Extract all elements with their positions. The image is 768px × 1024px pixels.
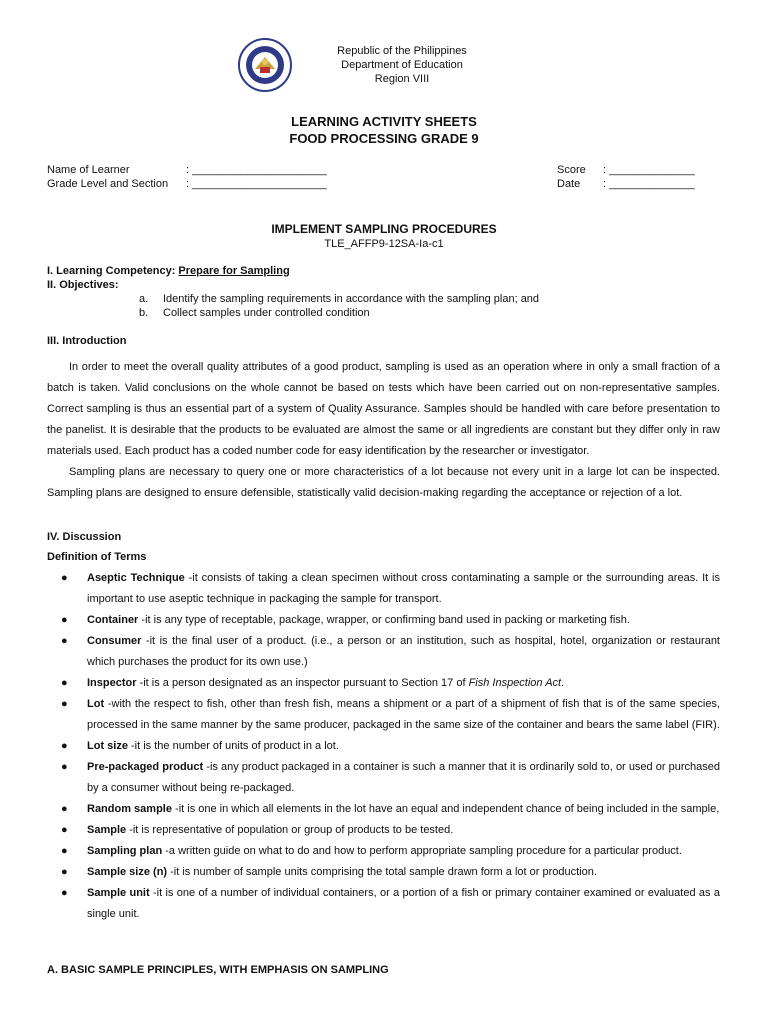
- objective-b-text: Collect samples under controlled condition: [163, 307, 370, 319]
- list-item: ● Lot size -it is the number of units of product in a lot.: [47, 736, 720, 757]
- header-republic: Republic of the Philippines: [337, 45, 467, 57]
- list-item: ● Inspector -it is a person designated as an inspector pursuant to Section 17 of Fish Inspection Act.: [47, 673, 720, 694]
- date-field: : ______________: [603, 178, 695, 190]
- list-item: ● Pre-packaged product -is any product packaged in a container is such a manner that it is ordinarily sold to, or used or purchased by a consumer without being re-packaged.: [47, 757, 720, 799]
- title-line2: FOOD PROCESSING GRADE 9: [289, 131, 479, 146]
- bullet: ●: [61, 614, 68, 626]
- introduction-label: III. Introduction: [47, 335, 127, 347]
- section-a-heading: A. BASIC SAMPLE PRINCIPLES, WITH EMPHASIS ON SAMPLING: [47, 964, 389, 976]
- lesson-code: TLE_AFFP9-12SA-Ia-c1: [324, 238, 444, 250]
- introduction-paragraph-1: In order to meet the overall quality attributes of a good product, sampling is used as an operation where in only a small fraction of a batch is taken. Valid conclusions on the whole cannot be based on tests which have been carried out on non-representative samples. Correct sampling is thus an essential part of a system of Quality Assurance. Samples should be handled with care before presentation to the panelist. It is desirable that the products to be evaluated are almost the same or all ingredients are constant but they differ only in raw materials used. Each product has a coded number code for easy identification by the researcher or investigator.: [47, 361, 720, 457]
- objective-a-letter: a.: [139, 293, 149, 305]
- name-field: : ______________________: [186, 164, 327, 176]
- bullet: ●: [61, 677, 68, 689]
- bullet: ●: [61, 845, 68, 857]
- introduction-paragraph-2: Sampling plans are necessary to query one or more characteristics of a lot because not every unit in a large lot can be inspected. Sampling plans are designed to ensure defensible, statistically valid decision-making regarding the acceptance or rejection of a lot.: [47, 466, 720, 499]
- grade-label: Grade Level and Section: [47, 178, 169, 190]
- bullet: ●: [61, 866, 68, 878]
- bullet: ●: [61, 824, 68, 836]
- competency-value: Prepare for Sampling: [178, 265, 290, 277]
- objective-a-text: Identify the sampling requirements in accordance with the sampling plan; and: [163, 293, 540, 305]
- lesson-title: IMPLEMENT SAMPLING PROCEDURES: [271, 222, 497, 236]
- bullet: ●: [61, 803, 68, 815]
- competency-label: I. Learning Competency:: [47, 265, 179, 277]
- header-region: Region VIII: [374, 73, 430, 85]
- list-item: ● Sample size (n) -it is number of sample units comprising the total sample drawn form a lot or production.: [47, 862, 720, 883]
- definition-subheading: Definition of Terms: [47, 551, 147, 563]
- bullet: ●: [61, 740, 68, 752]
- list-item: ● Lot -with the respect to fish, other than fresh fish, means a shipment or a part of a shipment of fish that is of the same species, processed in the same manner by the same producer, packaged in the same size of the container and bears the same label (FIR).: [47, 694, 720, 736]
- score-label: Score: [557, 164, 586, 176]
- list-item: ● Sampling plan -a written guide on what to do and how to perform appropriate sampling procedure for a particular product.: [47, 841, 720, 862]
- bullet: ●: [61, 572, 68, 584]
- title-line1: LEARNING ACTIVITY SHEETS: [291, 114, 477, 129]
- objective-b-letter: b.: [139, 307, 149, 319]
- list-item: ● Sample -it is representative of population or group of products to be tested.: [47, 820, 720, 841]
- list-item: ● Container -it is any type of receptable, package, wrapper, or confirming band used in packing or marketing fish.: [47, 610, 720, 631]
- definition-list: [47, 568, 720, 925]
- bullet: ●: [61, 635, 68, 647]
- header-department: Department of Education: [341, 59, 463, 71]
- score-field: : ______________: [603, 164, 695, 176]
- list-item: ● Consumer -it is the final user of a product. (i.e., a person or an institution, such as hospital, hotel, organization or restaurant which purchases the product for its own use.): [47, 631, 720, 673]
- list-item: ● Random sample -it is one in which all elements in the lot have an equal and independent chance of being included in the sample,: [47, 799, 720, 820]
- competency: [47, 264, 290, 278]
- discussion-label: IV. Discussion: [47, 531, 122, 543]
- bullet: ●: [61, 698, 68, 710]
- bullet: ●: [61, 761, 68, 773]
- date-label: Date: [557, 178, 581, 190]
- list-item: ● Aseptic Technique -it consists of taking a clean specimen without cross contaminating a sample or the surrounding areas. It is important to use aseptic technique in packaging the sample for transport.: [47, 568, 720, 610]
- list-item: ● Sample unit -it is one of a number of individual containers, or a portion of a fish or primary container examined or evaluated as a single unit.: [47, 883, 720, 925]
- bullet: ●: [61, 887, 68, 899]
- objectives-label: II. Objectives:: [47, 279, 119, 291]
- name-label: Name of Learner: [47, 164, 130, 176]
- grade-field: : ______________________: [186, 178, 327, 190]
